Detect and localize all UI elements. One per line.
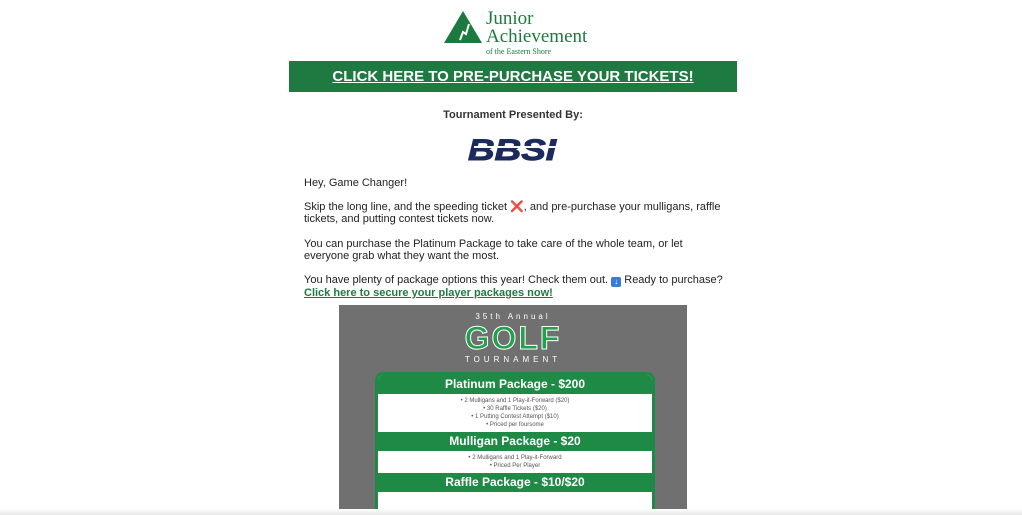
greeting-text: Hey, Game Changer!	[304, 177, 408, 189]
secure-packages-link[interactable]: Click here to secure your player packages now!	[304, 287, 553, 299]
package-item: • 30 Raffle Tickets ($20)	[483, 406, 547, 412]
flyer-golf-title: GOLF	[464, 320, 562, 356]
ja-triangle-icon	[443, 10, 483, 44]
ja-logo-text	[486, 10, 587, 58]
package-details	[378, 451, 652, 473]
p2-text: You can purchase the Platinum Package to take care of the whole team, or let everyone grab what they want the most.	[304, 238, 683, 262]
presented-by-label: Tournament Presented By:	[443, 109, 583, 121]
ja-logo	[443, 8, 593, 58]
package-title: Mulligan Package - $20	[378, 432, 652, 451]
down-arrow-icon: ↓	[611, 277, 621, 287]
logo-line-1: Junior	[486, 8, 534, 29]
package-item: • 2 Mulligans and 1 Play-it-Forward ($20)	[460, 398, 570, 404]
pre-purchase-banner	[289, 61, 737, 92]
greeting	[304, 177, 724, 189]
package-item: • Priced Per Player	[489, 463, 541, 469]
cross-mark-icon: ❌	[510, 201, 524, 213]
p1-text-b: , and pre-purchase your mulligans, raffle tickets, and putting contest tickets now.	[304, 201, 721, 225]
package-title: Raffle Package - $10/$20	[378, 473, 652, 492]
logo-line-3: of the Eastern Shore	[486, 47, 552, 56]
golf-tournament-flyer[interactable]	[339, 305, 687, 515]
flyer-edition: 35th Annual	[475, 312, 551, 321]
p3-text-b: Ready to purchase?	[624, 274, 723, 286]
flyer-tournament: TOURNAMENT	[464, 355, 562, 364]
paragraph-platinum	[304, 238, 724, 262]
p3-text-a: You have plenty of package options this year! Check them out.	[304, 274, 609, 286]
package-title: Platinum Package - $200	[378, 375, 652, 394]
p1-text-a: Skip the long line, and the speeding ticket	[304, 201, 508, 213]
package-details	[378, 394, 652, 432]
bbsi-logo-text: BBSI	[468, 135, 557, 163]
paragraph-options	[304, 274, 724, 299]
package-item: • 1 Putting Contest Attempt ($10)	[471, 414, 559, 420]
paragraph-skip-line	[304, 201, 724, 225]
bottom-edge	[0, 509, 1022, 515]
package-item: • Priced per foursome	[486, 422, 544, 428]
bbsi-sponsor-logo	[466, 135, 560, 163]
package-item: • 2 Mulligans and 1 Play-it-Forward	[468, 455, 562, 461]
pre-purchase-link[interactable]: CLICK HERE TO PRE-PURCHASE YOUR TICKETS!	[332, 68, 694, 85]
packages-card	[375, 372, 655, 515]
logo-line-2: Achievement	[486, 26, 588, 47]
